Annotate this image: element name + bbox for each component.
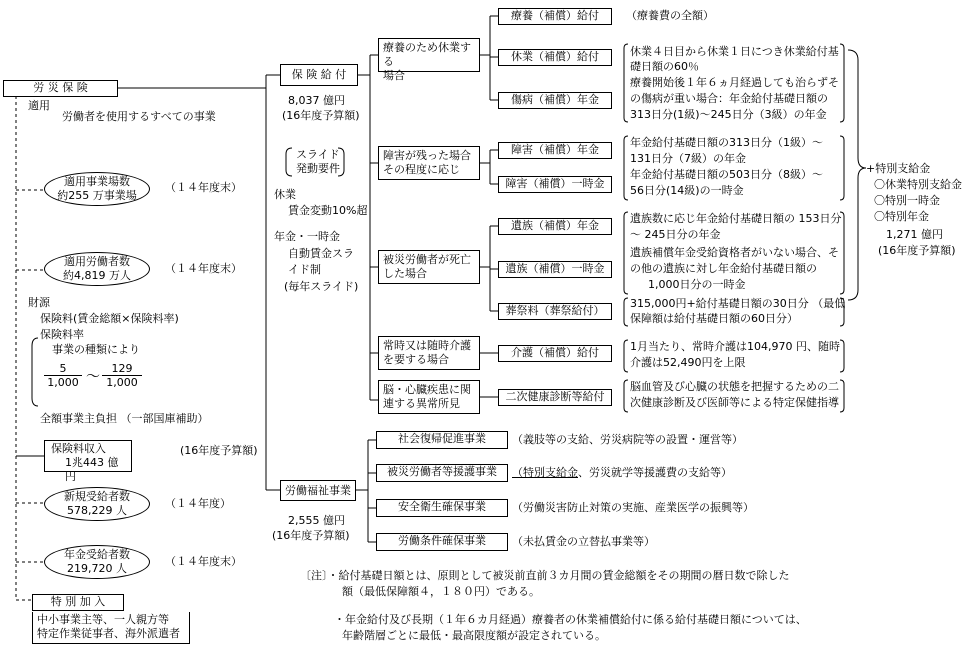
apply-text: 労働者を使用するすべての事業 — [62, 110, 216, 123]
category-cardio-line1: 脳・心臓疾患に関 — [383, 383, 471, 396]
category-disability-line2: その程度に応じ — [383, 163, 460, 176]
item-sosai-desc2: 保障額は給付基礎日額の60日分） — [630, 312, 798, 325]
item-ryoyo-label: 療養（補償）給付 — [511, 9, 599, 22]
welfare-note: (16年度予算額) — [272, 529, 350, 542]
category-cardio-line2: 連する異常所見 — [383, 397, 460, 410]
note2-lead: ・年金給付及び長期（１年６カ月経過）療養者の休業補償給付に係る給付基礎日額については、 — [334, 613, 807, 626]
item-shogai-ichiji-desc1: 年金給付基礎日額の503日分（8級）～ — [630, 168, 823, 181]
slide-kyugyo-desc: 賃金変動10%超 — [288, 204, 368, 217]
workers-oval — [44, 252, 150, 286]
welfare-item-conditions-desc: （未払賃金の立替払事業等） — [512, 535, 655, 548]
workplaces-value: 約255 万事業場 — [57, 189, 137, 202]
finance-title: 財源 — [28, 296, 50, 309]
category-care-line2: を要する場合 — [383, 353, 449, 366]
welfare-box — [280, 480, 356, 501]
category-cardio-box — [378, 380, 480, 414]
category-disability-line1: 障害が残った場合 — [383, 149, 471, 162]
item-izoku-ichiji-label: 遺族（補償）一時金 — [505, 262, 605, 275]
welfare-item-relief-desc-underlined: （特別支給金 — [512, 466, 578, 479]
welfare-item-relief-desc — [512, 466, 732, 480]
welfare-item-safety-label: 安全衛生確保事業 — [398, 500, 486, 513]
note2-cont: 年齢階層ごとに最低・最高限度額が設定されている。 — [342, 629, 606, 642]
item-nijiken-desc1: 脳血管及び心臓の状態を把握するための二 — [630, 380, 839, 393]
item-shobyo-desc3: 313日分(1級)～245日分（3級）の年金 — [630, 108, 827, 121]
item-izoku-nenkin-label: 遺族（補償）年金 — [511, 219, 599, 232]
premium-income-value: 1兆443 億円 — [65, 456, 119, 483]
new-recipients-note: （１４年度） — [165, 497, 231, 510]
welfare-item-rehab-label: 社会復帰促進事業 — [398, 432, 486, 445]
welfare-item-relief-box — [376, 464, 508, 482]
item-kyugyo-box — [498, 49, 612, 66]
slide-auto3: (毎年スライド) — [284, 280, 359, 293]
slide-cond2: 発動要件 — [296, 162, 340, 175]
finance-rate-label: 保険料率 — [40, 328, 84, 341]
benefits-note: (16年度予算額) — [282, 109, 360, 122]
slide-auto1: 自動賃金スラ — [288, 247, 354, 260]
item-kaigo-label: 介護（補償）給付 — [511, 346, 599, 359]
note1-cont: 額（最低保障額４，１８０円）である。 — [342, 585, 540, 598]
pension-recipients-label: 年金受給者数 — [64, 548, 130, 561]
item-shobyo-desc2: の傷病が重い場合：年金給付基礎日額の — [630, 92, 828, 105]
category-death-box — [378, 250, 480, 284]
premium-income-label: 保険料収入 — [51, 442, 106, 455]
item-shogai-nenkin-desc2: 131日分（7級）の年金 — [630, 152, 746, 165]
item-izoku-nenkin-desc1: 遺族数に応じ年金給付基礎日額の 153日分 — [630, 212, 842, 225]
item-kyugyo-desc2: 礎日額の60％ — [630, 60, 699, 73]
workplaces-oval — [44, 172, 150, 206]
item-shogai-nenkin-label: 障害（補償）年金 — [511, 143, 599, 156]
category-leave-box — [378, 38, 480, 82]
rate-low-fraction — [44, 362, 82, 389]
welfare-item-safety-box — [376, 499, 508, 517]
item-nijiken-desc2: 次健康診断及び医師等による特定保健指導 — [630, 396, 839, 409]
special-enrollment-label: 特 別 加 入 — [50, 595, 106, 608]
category-care-box — [378, 336, 480, 370]
item-sosai-box — [498, 303, 612, 320]
special-benefits-item1: 〇休業特別支給金 — [874, 178, 962, 191]
item-shogai-ichiji-box — [498, 176, 612, 193]
new-recipients-oval — [44, 487, 150, 521]
category-care-line1: 常時又は随時介護 — [383, 339, 471, 352]
item-sosai-desc1: 315,000円+給付基礎日額の30日分 （最低 — [630, 297, 846, 310]
item-kaigo-desc2: 介護は52,490円を上限 — [630, 356, 746, 369]
item-izoku-ichiji-desc3: 1,000日分の一時金 — [648, 278, 746, 291]
workers-note: （１４年度末） — [165, 262, 242, 275]
new-recipients-value: 578,229 人 — [67, 504, 127, 517]
item-ryoyo-desc: （療養費の全額） — [626, 9, 714, 22]
employer-burden: 全額事業主負担 （一部国庫補助） — [40, 412, 209, 425]
premium-income-box — [44, 440, 132, 483]
item-ryoyo-box — [498, 8, 612, 25]
item-nijiken-box — [498, 389, 612, 406]
item-izoku-ichiji-desc2: の他の遺族に対し年金給付基礎日額の — [630, 262, 817, 275]
item-sosai-label: 葬祭料（葬祭給付） — [505, 304, 605, 317]
item-shogai-nenkin-desc1: 年金給付基礎日額の313日分（1級）～ — [630, 136, 823, 149]
pension-recipients-note: （１４年度末） — [165, 555, 242, 568]
pension-recipients-oval — [44, 545, 150, 579]
item-shogai-ichiji-desc2: 56日分(14級)の一時金 — [630, 184, 744, 197]
item-izoku-nenkin-desc2: ～ 245日分の年金 — [630, 228, 721, 241]
workers-label: 適用労働者数 — [64, 255, 130, 268]
root-label: 労 災 保 険 — [33, 81, 88, 94]
welfare-amount: 2,555 億円 — [288, 514, 345, 527]
category-death-line1: 被災労働者が死亡 — [383, 253, 471, 266]
welfare-item-conditions-box — [376, 533, 508, 551]
item-shobyo-desc1: 療養開始後１年６ヵ月経過しても治らずそ — [630, 76, 839, 89]
category-disability-box — [378, 146, 480, 180]
category-leave-line1: 療養のため休業する — [383, 41, 471, 68]
item-kyugyo-desc1: 休業４日目から休業１日につき休業給付基 — [630, 45, 839, 58]
special-enrollment-box — [32, 594, 124, 611]
workers-value: 約4,819 万人 — [63, 269, 131, 282]
welfare-item-conditions-label: 労働条件確保事業 — [398, 534, 486, 547]
item-nijiken-label: 二次健康診断等給付 — [505, 390, 605, 403]
apply-label: 適用 — [28, 99, 50, 112]
note1-lead: 〔注〕・給付基礎日額とは、原則として被災前直前３カ月間の賃金総額をその期間の暦日数で除した — [300, 569, 790, 582]
welfare-item-rehab-desc: （義肢等の支給、労災病院等の設置・運営等） — [512, 433, 743, 446]
special-benefits-note: (16年度予算額) — [878, 244, 956, 257]
item-izoku-ichiji-box — [498, 261, 612, 278]
special-enrollment-detail — [32, 612, 190, 644]
welfare-label: 労働福祉事業 — [285, 484, 351, 497]
rate-high-fraction — [102, 362, 142, 389]
item-kaigo-desc1: 1月当たり、常時介護は104,970 円、随時 — [630, 340, 840, 353]
slide-auto2: イド制 — [288, 263, 321, 276]
slide-kyugyo: 休業 — [274, 188, 296, 201]
special-benefits-item3: 〇特別年金 — [874, 210, 929, 223]
item-shogai-nenkin-box — [498, 142, 612, 159]
special-benefits-title: +特別支給金 — [866, 162, 931, 175]
slide-pension-lump: 年金・一時金 — [274, 230, 340, 243]
pension-recipients-value: 219,720 人 — [67, 562, 127, 575]
category-death-line2: した場合 — [383, 267, 427, 280]
finance-rate-basis: 事業の種類により — [52, 343, 140, 356]
special-benefits-amount: 1,271 億円 — [886, 228, 943, 241]
item-shogai-ichiji-label: 障害（補償）一時金 — [505, 177, 605, 190]
category-leave-line2: 場合 — [383, 69, 405, 82]
benefits-box — [280, 64, 358, 86]
welfare-item-relief-label: 被災労働者等援護事業 — [387, 465, 497, 478]
item-shobyo-label: 傷病（補償）年金 — [511, 93, 599, 106]
item-kaigo-box — [498, 345, 612, 362]
rate-high-denominator: 1,000 — [106, 376, 138, 389]
premium-income-note: (16年度予算額) — [180, 444, 258, 457]
item-kyugyo-label: 休業（補償）給付 — [511, 50, 599, 63]
workplaces-label: 適用事業場数 — [64, 175, 130, 188]
welfare-item-rehab-box — [376, 431, 508, 449]
welfare-item-relief-desc-rest: 、労災就学等援護費の支給等） — [578, 466, 732, 479]
root-box — [3, 80, 118, 97]
item-shobyo-box — [498, 92, 612, 109]
item-izoku-ichiji-desc1: 遺族補償年金受給資格者がいない場合、そ — [630, 246, 839, 259]
rate-high-numerator: 129 — [102, 362, 142, 376]
special-benefits-item2: 〇特別一時金 — [874, 194, 940, 207]
benefits-label: 保 険 給 付 — [291, 68, 347, 81]
welfare-item-safety-desc: （労働災害防止対策の実施、産業医学の振興等） — [512, 501, 754, 514]
special-enrollment-line1: 中小事業主等、一人親方等 — [37, 613, 169, 626]
new-recipients-label: 新規受給者数 — [64, 490, 130, 503]
slide-cond1: スライド — [296, 148, 340, 161]
rate-low-numerator: 5 — [44, 362, 82, 376]
rate-low-denominator: 1,000 — [47, 376, 79, 389]
workplaces-note: （１４年度末） — [165, 181, 242, 194]
finance-premium: 保険料(賃金総額×保険料率) — [40, 312, 179, 325]
rate-tilde: ～ — [86, 369, 100, 385]
benefits-amount: 8,037 億円 — [288, 94, 345, 107]
special-enrollment-line2: 特定作業従事者、海外派遣者 — [37, 627, 180, 640]
item-izoku-nenkin-box — [498, 218, 612, 235]
